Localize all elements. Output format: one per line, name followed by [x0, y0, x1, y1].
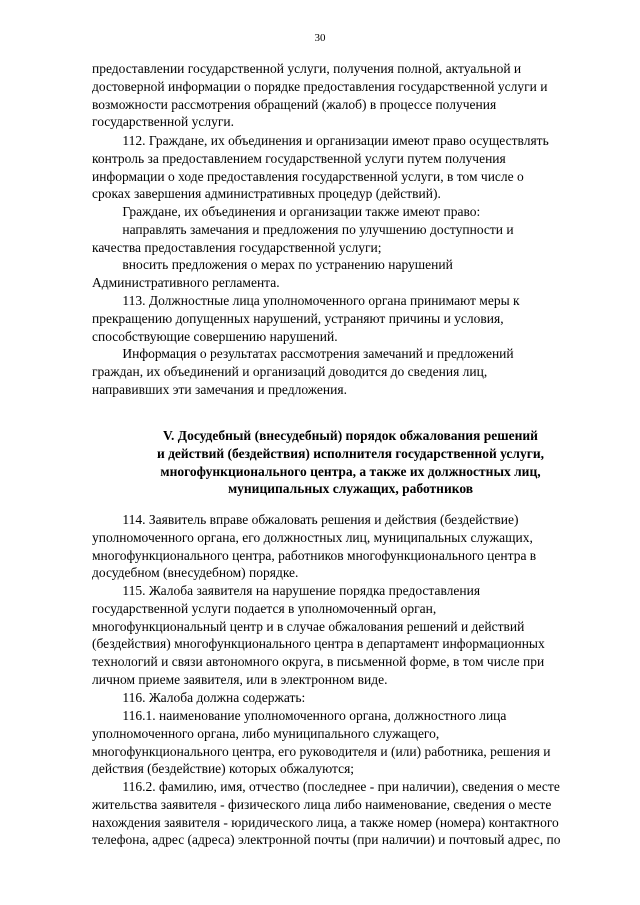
- page-number: 30: [314, 32, 326, 44]
- paragraph-right-proposals: вносить предложения о мерах по устранению нарушений Административного регламента.: [92, 257, 453, 290]
- paragraph-116: 116. Жалоба должна содержать:: [92, 690, 306, 705]
- paragraph-rights-intro: Граждане, их объединения и организации также имеют право:: [92, 204, 481, 219]
- paragraph-112: 112. Граждане, их объединения и организации имеют право осуществлять контроль за предоставлением государственной услуги путем получения информации о ходе предоставления государственной услуги, в том числе о сроках завершения административных процедур (действий).: [92, 133, 549, 202]
- paragraph-116-1: 116.1. наименование уполномоченного органа, должностного лица уполномоченного органа, либо муниципального служащего, многофункционального центра, его руководителя и (или) работника, решения и действия (бездействие) которых обжалуются;: [92, 708, 551, 777]
- paragraph-right-remarks: направлять замечания и предложения по улучшению доступности и качества предоставления государственной услуги;: [92, 222, 514, 255]
- paragraph-113: 113. Должностные лица уполномоченного органа принимают меры к прекращению допущенных нарушений, устраняют причины и условия, способствующие совершению нарушений.: [92, 293, 520, 344]
- paragraph-114: 114. Заявитель вправе обжаловать решения и действия (бездействие) уполномоченного органа, его должностных лиц, муниципальных служащих, многофункционального центра, работников многофункционального центра в досудебном (внесудебном) порядке.: [92, 512, 537, 581]
- paragraph-116-2: 116.2. фамилию, имя, отчество (последнее - при наличии), сведения о месте жительства заявителя - физического лица либо наименование, сведения о месте нахождения заявителя - юридического лица, а также номер (номера) контактного телефона, адрес (адреса) электронной почты (при наличии) и почтовый адрес, по: [92, 779, 561, 848]
- paragraph-access-info: предоставлении государственной услуги, получения полной, актуальной и достоверной информации о порядке предоставления государственной услуги и возможности рассмотрения обращений (жалоб) в процессе получения государственной услуги.: [92, 61, 548, 130]
- paragraph-115: 115. Жалоба заявителя на нарушение порядка предоставления государственной услуги подается в уполномоченный орган, многофункциональный центр и в случае обжалования решений и действий (бездействия) многофункционального центра в департамент информационных технологий и связи автономного округа, в письменной форме, в том числе при личном приеме заявителя, или в электронном виде.: [92, 583, 545, 687]
- paragraph-results-info: Информация о результатах рассмотрения замечаний и предложений граждан, их объединений и организаций доводится до сведения лиц, направивших эти замечания и предложения.: [92, 346, 514, 397]
- section-heading-v: V. Досудебный (внесудебный) порядок обжалования решений и действий (бездействия) исполнителя государственной услуги, многофункционального центра, а также их должностных лиц, муниципальных служащих, работников: [156, 428, 545, 497]
